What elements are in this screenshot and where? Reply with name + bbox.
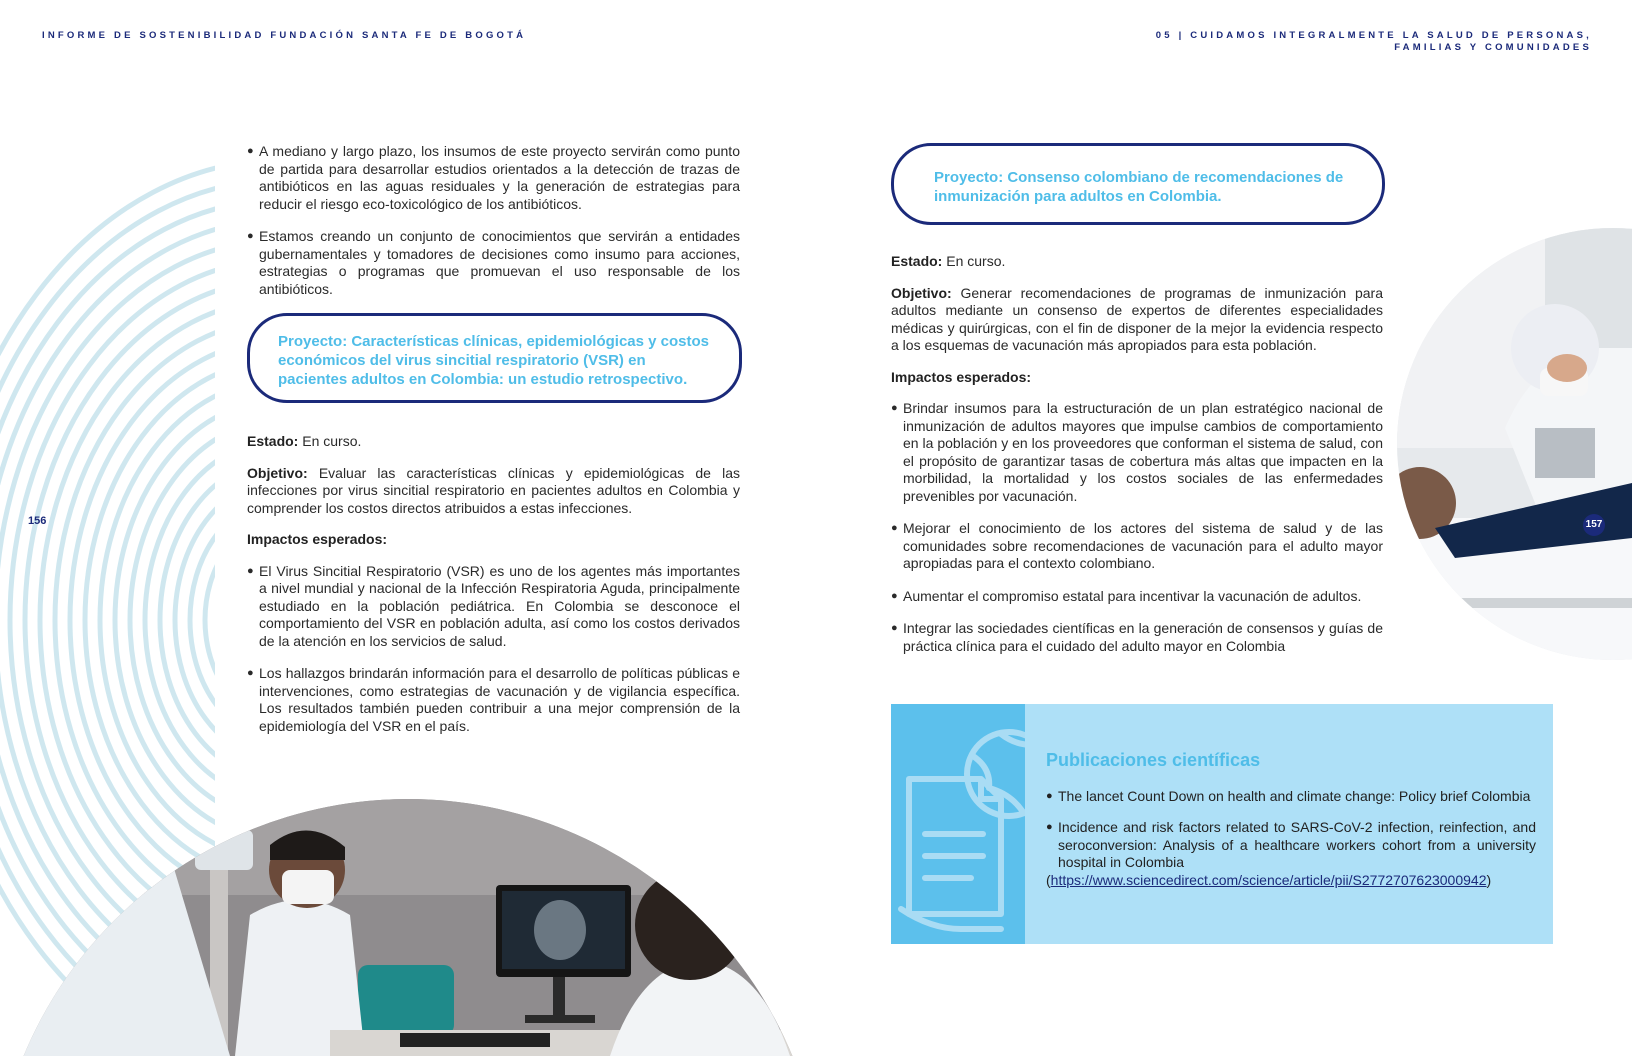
objetivo-label: Objetivo: [891, 284, 952, 301]
project-title-inmunizacion: Proyecto: Consenso colombiano de recomendaciones de inmunización para adultos en Colombia. [934, 169, 1344, 205]
list-item: ● Integrar las sociedades científicas en la generación de consensos y guías de práctica clínica para el cuidado del adulto mayor en Colombia [891, 620, 1383, 655]
project-title-box-inmunizacion [891, 143, 1385, 225]
publication-text: Incidence and risk factors related to SARS-CoV-2 infection, reinfection, and seroconversion: Analysis of a healthcare workers cohort from a university hospital in Colombia [1058, 819, 1536, 870]
estado-paragraph [247, 433, 740, 451]
list-item: ● Estamos creando un conjunto de conocimientos que servirán a entidades gubernamentales y tomadores de decisiones como insumo para acciones, estrategias o programas que promuevan el uso responsable de los antibióticos. [247, 228, 740, 298]
intro-bullet-list [247, 143, 740, 298]
project-title-box-vsr [247, 313, 742, 403]
sciencedirect-link[interactable]: https://www.sciencedirect.com/science/article/pii/S2772707623000942 [1050, 871, 1487, 888]
chapter-header-line-2: FAMILIAS Y COMUNIDADES [1394, 42, 1592, 53]
publicaciones-side-panel [891, 704, 1025, 944]
impactos-list [891, 400, 1383, 655]
chapter-header [1156, 30, 1592, 54]
impactos-heading: Impactos esperados: [891, 368, 1032, 385]
list-item: ● A mediano y largo plazo, los insumos de este proyecto servirán como punto de partida para desarrollar estudios orientados a la detección de trazas de antibióticos en las aguas residuales y la generación de estrategias para reducir el riesgo eco-toxicológico de los antibióticos. [247, 143, 740, 213]
estado-value: En curso. [942, 253, 1006, 269]
estado-label: Estado: [247, 433, 299, 449]
chapter-header-line-1: 05 | CUIDAMOS INTEGRALMENTE LA SALUD DE PERSONAS, [1155, 30, 1592, 41]
objetivo-paragraph [247, 465, 740, 518]
list-item: ● Brindar insumos para la estructuración de un plan estratégico nacional de inmunización de adultos mayores que impulse cambios de comportamiento en la población y en los proveedores que conforman el sistema de salud, con el propósito de garantizar tasas de cobertura más altas que impacten en la morbilidad, la mortalidad y los costos sociales de las enfermedades prevenibles por vacunación. [891, 400, 1383, 505]
objetivo-label: Objetivo: [247, 464, 308, 481]
left-column [247, 143, 740, 750]
document-globe-icon [891, 704, 1025, 944]
link-paren-open: ( [1046, 871, 1051, 888]
list-item: ● Mejorar el conocimiento de los actores del sistema de salud y de las comunidades sobre recomendaciones de vacunación para el adulto mayor apropiadas para el contexto colombiano. [891, 520, 1383, 573]
objetivo-value: Evaluar las características clínicas y epidemiológicas de las infecciones por virus sincitial respiratorio en pacientes adultos en Colombia y comprender los costos directos atribuidos a estas infecciones. [247, 464, 740, 516]
nurse-with-patient-photo [1395, 228, 1632, 660]
objetivo-value: Generar recomendaciones de programas de inmunización para adultos mediante un consenso de expertos de diferentes especialidades médicas y quirúrgicas, con el fin de disponer de la mejor la evidencia respecto a los esquemas de vacunación más apropiados para esta población. [891, 284, 1383, 353]
publicaciones-content [1046, 752, 1536, 889]
link-paren-close: ) [1486, 871, 1492, 888]
estado-value: En curso. [298, 433, 362, 449]
impactos-heading: Impactos esperados: [247, 531, 388, 547]
page-number-right: 157 [1583, 514, 1605, 536]
doctors-reviewing-xray-photo [0, 775, 820, 1056]
list-item [1046, 819, 1536, 872]
publication-link-line [1046, 872, 1536, 890]
project-title-vsr: Proyecto: Características clínicas, epidemiológicas y costos económicos del virus sincitial respiratorio (VSR) en pacientes adultos en Colombia: un estudio retrospectivo. [278, 333, 710, 388]
right-column [891, 253, 1383, 670]
impactos-list [247, 563, 740, 736]
report-title-header: INFORME DE SOSTENIBILIDAD FUNDACIÓN SANTA FE DE BOGOTÁ [42, 30, 527, 41]
publicaciones-title: Publicaciones científicas [1046, 750, 1261, 770]
list-item: ● Aumentar el compromiso estatal para incentivar la vacunación de adultos. [891, 588, 1383, 606]
list-item: ● The lancet Count Down on health and climate change: Policy brief Colombia [1046, 788, 1536, 806]
list-item: ● Los hallazgos brindarán información para el desarrollo de políticas públicas e intervenciones, como estrategias de vacunación y de vigilancia específica. Los resultados también pueden contribuir a una mejor comprensión de la epidemiología del VSR en el país. [247, 665, 740, 735]
page-number-left: 156 [28, 515, 47, 527]
list-item: ● El Virus Sincitial Respiratorio (VSR) es uno de los agentes más importantes a nivel mundial y nacional de la Infección Respiratoria Aguda, principalmente estudiado en la población pediátrica. En Colombia se desconoce el comportamiento del VSR en población adulta, así como los costos derivados de la atención en los servicios de salud. [247, 563, 740, 651]
estado-paragraph [891, 253, 1383, 271]
publicaciones-list [1046, 788, 1536, 872]
objetivo-paragraph [891, 285, 1383, 355]
publicaciones-box [891, 704, 1553, 944]
estado-label: Estado: [891, 253, 943, 269]
